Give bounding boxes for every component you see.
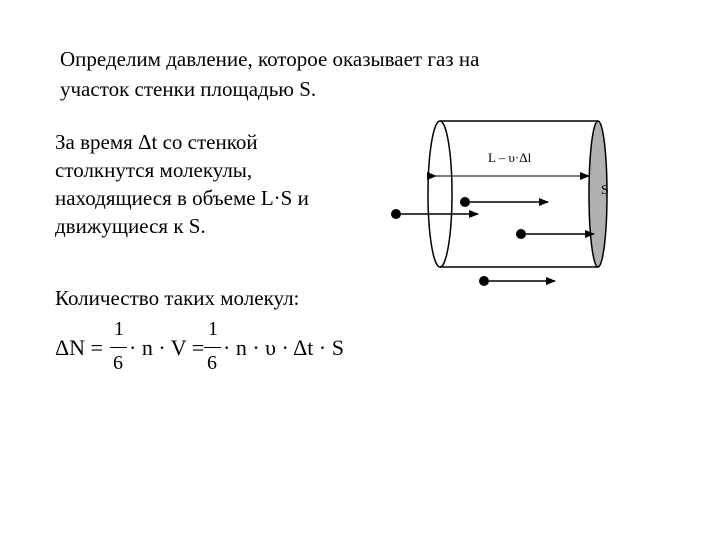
molecule-4 <box>479 276 555 286</box>
formula-lhs: ΔN = <box>55 335 103 360</box>
intro-line-1: За время Δt со стенкой <box>55 130 258 154</box>
intro-text <box>55 128 375 240</box>
formula-rhs: · n · υ · Δt · S <box>223 335 344 360</box>
molecule-dot <box>391 209 401 219</box>
cylinder-left-end <box>428 121 452 267</box>
count-label: Количество таких молекул: <box>55 286 300 310</box>
heading <box>60 44 580 104</box>
formula-frac2-numerator: 1 <box>208 318 218 340</box>
intro-line-4: движущиеся к S. <box>55 214 206 238</box>
formula-mid: · n · V = <box>129 335 205 360</box>
formula-frac2-bar <box>204 347 221 348</box>
formula <box>55 318 355 378</box>
length-label: L – υ·Δl <box>488 150 532 165</box>
cylinder-diagram <box>380 112 640 302</box>
molecule-dot <box>479 276 489 286</box>
molecule-dot <box>516 229 526 239</box>
molecule-3 <box>460 197 548 207</box>
formula-frac1-denominator: 6 <box>113 352 123 374</box>
formula-frac2-denominator: 6 <box>207 352 217 374</box>
heading-line-1: Определим давление, которое оказывает газ на <box>60 47 480 71</box>
heading-line-2: участок стенки площадью S. <box>60 77 317 101</box>
formula-frac1-bar <box>110 347 127 348</box>
intro-line-3: находящиеся в объеме L·S и <box>55 186 309 210</box>
intro-line-2: столкнутся молекулы, <box>55 158 253 182</box>
area-label: S <box>601 183 609 198</box>
molecule-1 <box>391 209 478 219</box>
molecule-2 <box>516 229 594 239</box>
molecule-dot <box>460 197 470 207</box>
formula-frac1-numerator: 1 <box>114 318 124 340</box>
